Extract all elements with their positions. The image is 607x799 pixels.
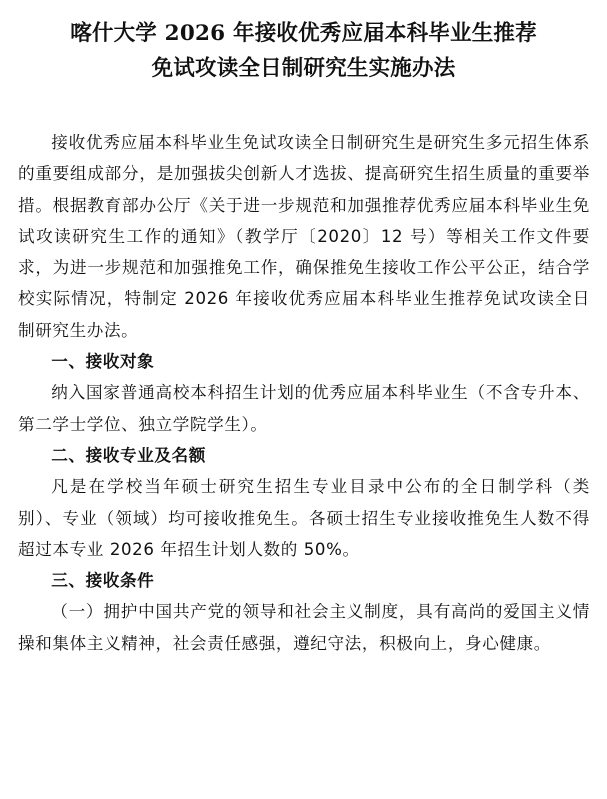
document-body [18, 127, 590, 659]
intro-paragraph: 接收优秀应届本科毕业生免试攻读全日制研究生是研究生多元招生体系的重要组成部分，是加强拔尖创新人才选拔、提高研究生招生质量的重要举措。根据教育部办公厅《关于进一步规范和加强推荐优秀应届本科毕业生免试攻读研究生工作的通知》（教学厅〔2020〕12 号）等相关工作文件要求，为进一步规范和加强推免工作，确保推免生接收工作公平公正，结合学校实际情况，特制定 2026 年接收优秀应届本科毕业生推荐免试攻读全日制研究生办法。 [18, 133, 590, 340]
section-heading-majors-quota: 二、接收专业及名额 [51, 445, 206, 465]
section-body-recipients: 纳入国家普通高校本科招生计划的优秀应届本科毕业生（不含专升本、第二学士学位、独立学院学生）。 [18, 383, 590, 434]
title-line-1: 喀什大学 2026 年接收优秀应届本科毕业生推荐 [70, 21, 537, 46]
section-body-conditions: （一）拥护中国共产党的领导和社会主义制度，具有高尚的爱国主义情操和集体主义精神，社会责任感强，遵纪守法，积极向上，身心健康。 [18, 602, 590, 653]
title-line-2: 免试攻读全日制研究生实施办法 [151, 56, 456, 81]
section-heading-conditions: 三、接收条件 [51, 571, 155, 591]
document-title [0, 0, 607, 86]
section-body-majors-quota: 凡是在学校当年硕士研究生招生专业目录中公布的全日制学科（类别）、专业（领域）均可接收推免生。各硕士招生专业接收推免生人数不得超过本专业 2026 年招生计划人数的 50%。 [18, 477, 590, 559]
section-heading-recipients: 一、接收对象 [51, 352, 155, 372]
